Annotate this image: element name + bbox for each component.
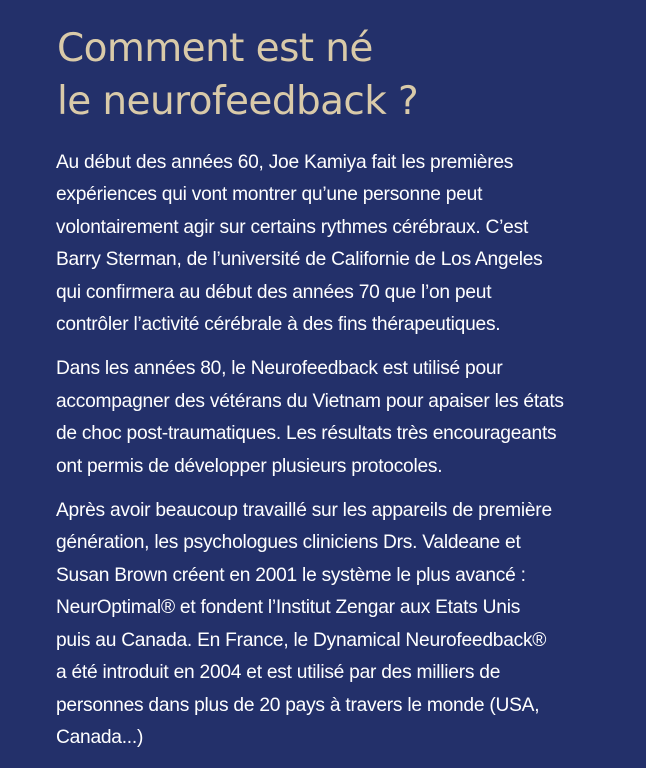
text-line: génération, les psychologues cliniciens Drs. Valdeane et [56, 532, 521, 554]
text-line: NeurOptimal® et fondent l’Institut Zengar aux Etats Unis [56, 597, 521, 619]
paragraph-history-2000s [56, 495, 636, 754]
text-line: de choc post-traumatiques. Les résultats très encourageants [56, 423, 557, 445]
text-line: a été introduit en 2004 et est utilisé par des milliers de [56, 662, 501, 684]
title-line: le neurofeedback ? [57, 79, 419, 124]
paragraph-history-1960s [56, 147, 636, 341]
text-line: expériences qui vont montrer qu’une personne peut [56, 184, 483, 206]
text-line: volontairement agir sur certains rythmes cérébraux. C’est [56, 216, 529, 238]
text-line: Barry Sterman, de l’université de Californie de Los Angeles [56, 249, 543, 271]
text-line: Susan Brown créent en 2001 le système le plus avancé : [56, 564, 526, 586]
text-line: Canada...) [56, 726, 144, 748]
page-title [57, 22, 418, 128]
text-line: puis au Canada. En France, le Dynamical Neurofeedback® [56, 629, 547, 651]
text-line: Au début des années 60, Joe Kamiya fait les premières [56, 152, 514, 173]
text-line: contrôler l’activité cérébrale à des fins thérapeutiques. [56, 314, 501, 336]
text-line: Après avoir beaucoup travaillé sur les appareils de première [56, 500, 552, 522]
text-line: personnes dans plus de 20 pays à travers le monde (USA, [56, 694, 540, 716]
text-line: accompagner des vétérans du Vietnam pour apaiser les états [56, 390, 564, 412]
paragraph-history-1980s [56, 353, 636, 483]
text-line: ont permis de développer plusieurs protocoles. [56, 455, 443, 477]
title-line: Comment est né [57, 26, 373, 71]
text-line: qui confirmera au début des années 70 que l’on peut [56, 281, 492, 303]
text-line: Dans les années 80, le Neurofeedback est utilisé pour [56, 358, 503, 380]
article-body [56, 147, 636, 766]
